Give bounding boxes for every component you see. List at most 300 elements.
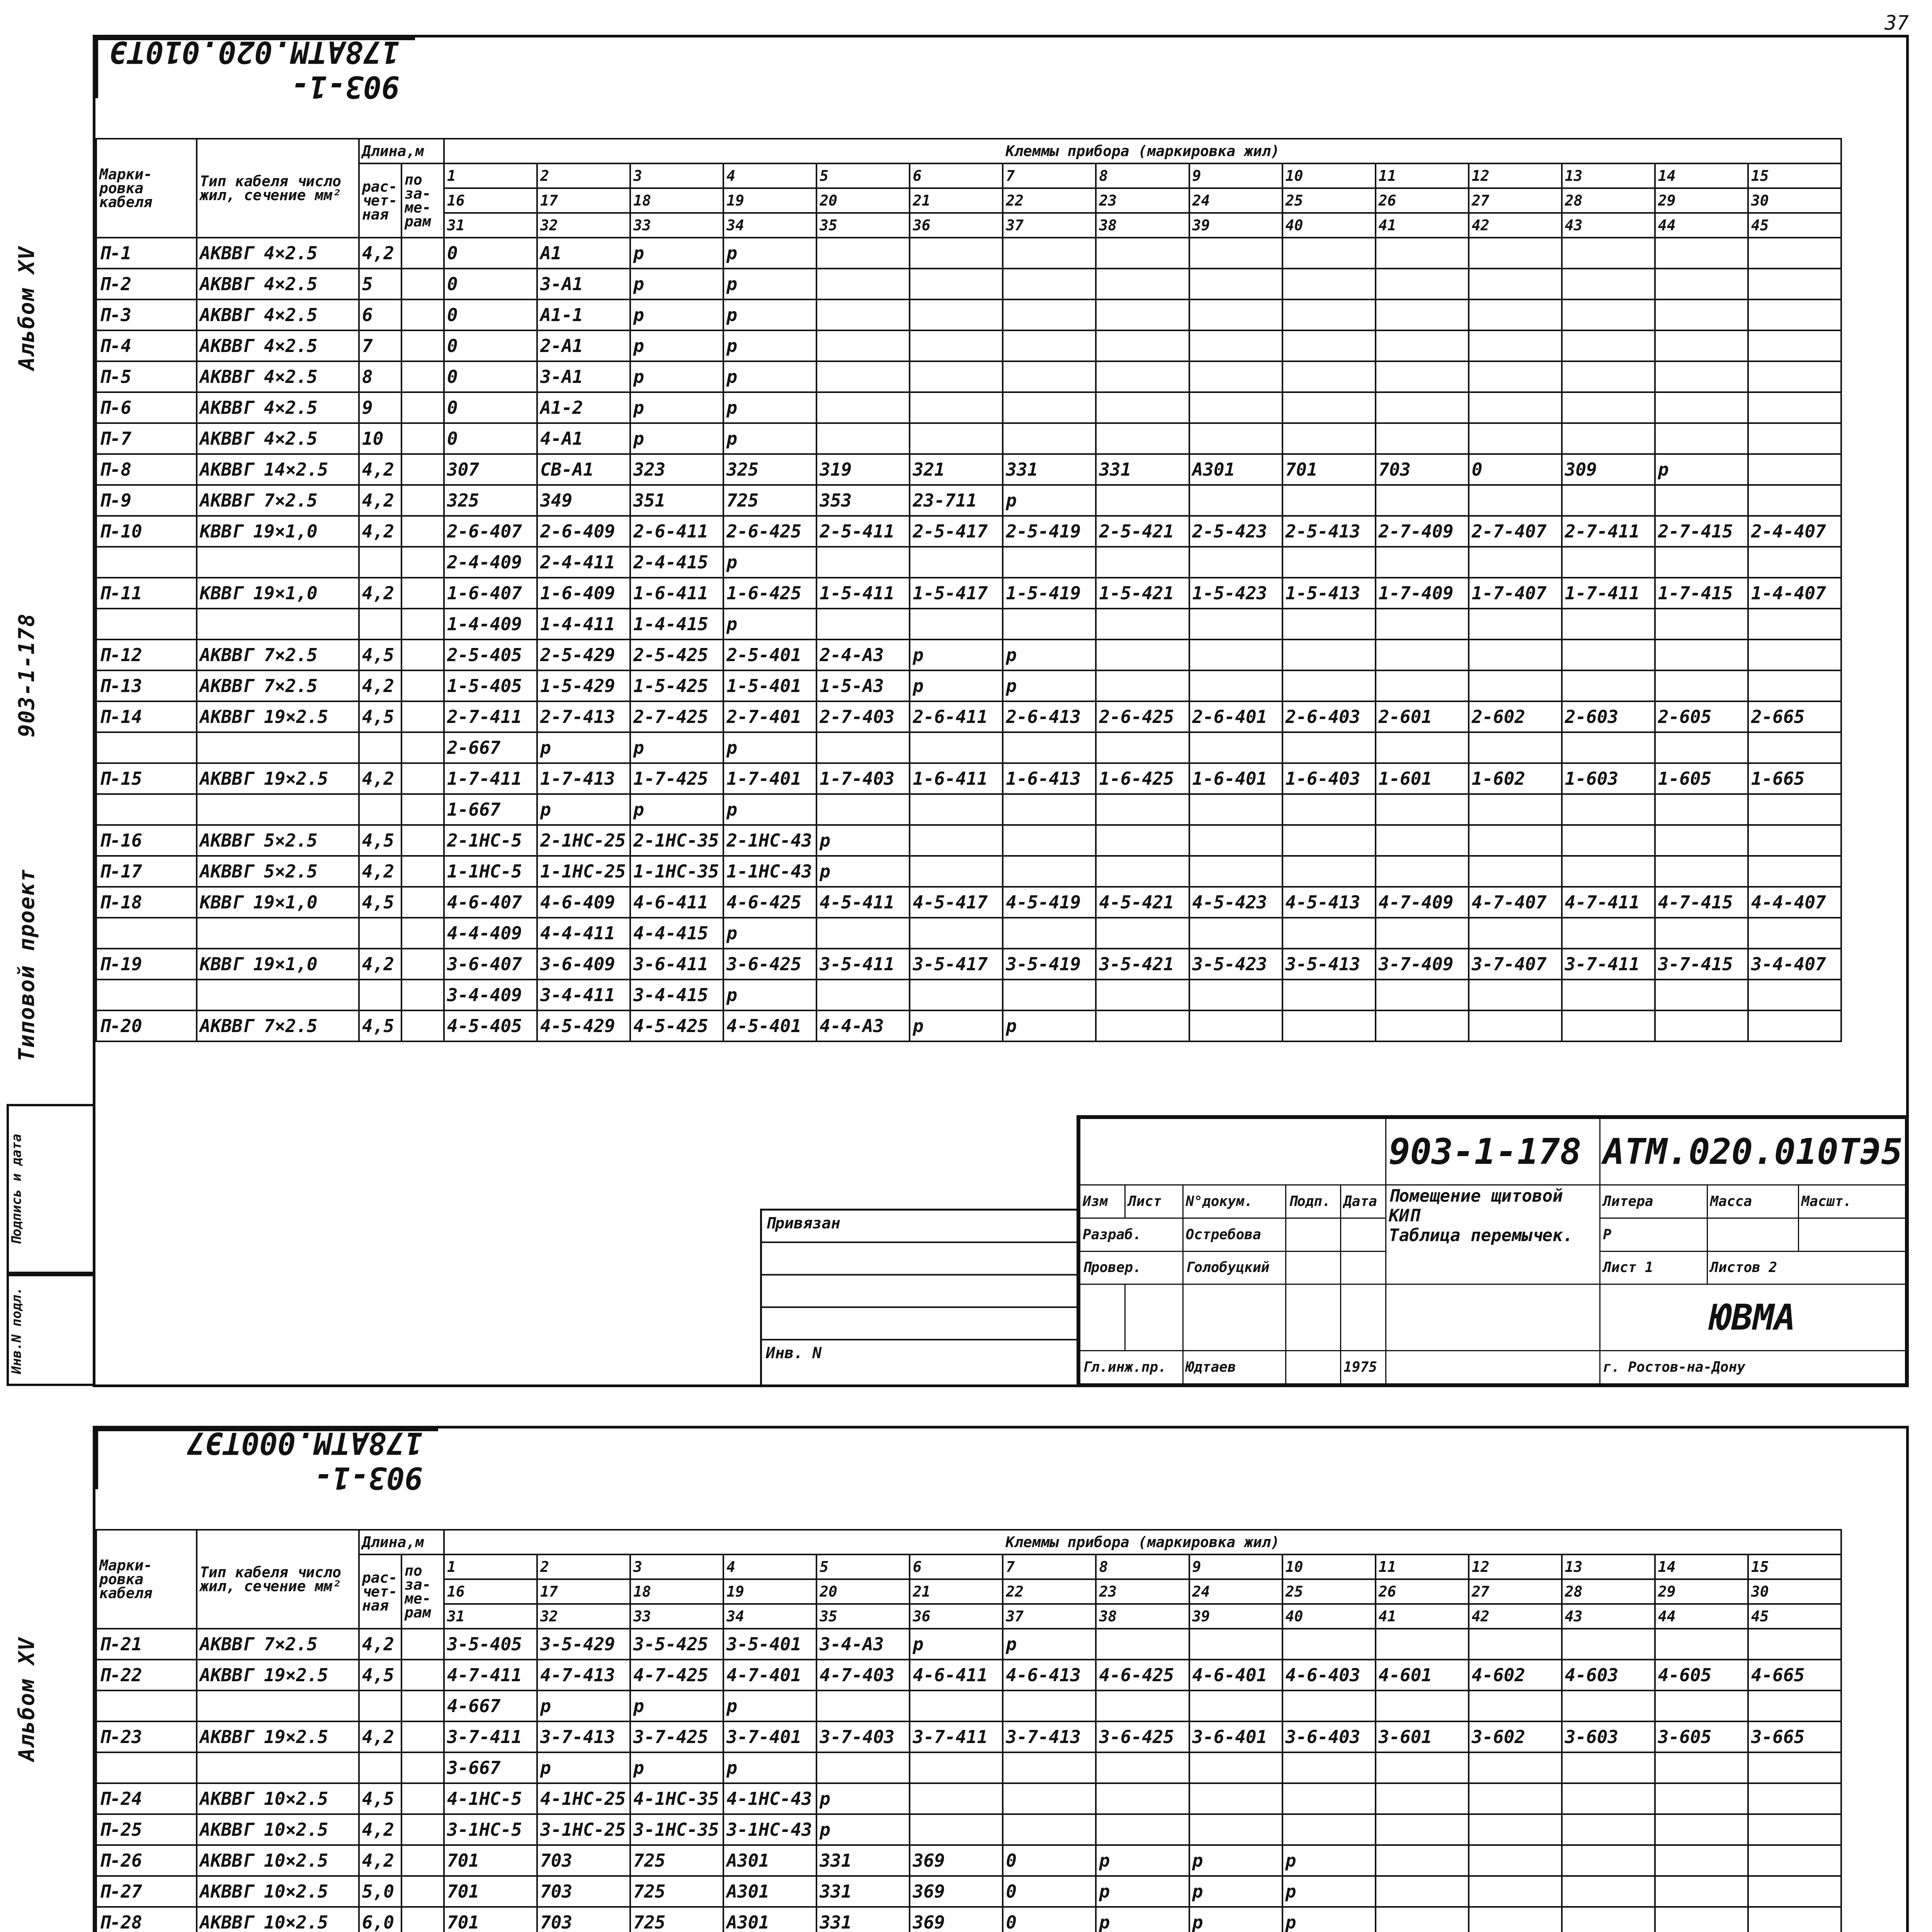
terminal-number: 32: [537, 213, 630, 238]
cell: [1655, 1629, 1748, 1660]
cell: [1469, 670, 1562, 701]
cell: [1096, 392, 1189, 423]
cell: [1469, 269, 1562, 299]
cable-length: 4,2: [359, 516, 401, 547]
cell: [1748, 1814, 1841, 1845]
cell: 2-5-423: [1189, 516, 1282, 547]
cable-mark: П-15: [96, 763, 197, 794]
cell: 4-4-411: [537, 918, 630, 949]
cable-length: 8: [359, 361, 401, 392]
table-row: [96, 1783, 1841, 1814]
cell: 3-667: [444, 1752, 537, 1783]
cell: 3-7-413: [537, 1721, 630, 1752]
terminal-number: 8: [1096, 163, 1189, 188]
terminal-number: 29: [1655, 1579, 1748, 1604]
stamp-org: ЮВМА: [1600, 1284, 1906, 1351]
cell: [1189, 1690, 1282, 1721]
cable-length: [359, 794, 401, 825]
cell: 701: [1282, 454, 1376, 485]
stamp-gip-label: Гл.инж.пр.: [1080, 1351, 1183, 1384]
cell: 4-5-413: [1282, 887, 1376, 918]
cell: [910, 423, 1003, 454]
cable-mark: П-12: [96, 639, 197, 670]
table-row: [96, 423, 1841, 454]
cell: р: [630, 1690, 723, 1721]
cell: [401, 1752, 444, 1783]
cable-length: [359, 1752, 401, 1783]
cell: 1-5-401: [723, 670, 816, 701]
cell: [401, 980, 444, 1010]
terminal-number: 12: [1469, 1554, 1562, 1579]
terminal-number: 20: [816, 188, 910, 213]
cable-type: КВВГ 19×1,0: [197, 949, 359, 980]
terminal-number: 9: [1189, 1554, 1282, 1579]
cell: 1-4-407: [1748, 578, 1841, 609]
cell: 2-5-425: [630, 639, 723, 670]
cell: 725: [723, 485, 816, 516]
side-label-code-2: [14, 1892, 84, 1932]
cable-length: [359, 980, 401, 1010]
table-row: [96, 887, 1841, 918]
cell: 4-5-425: [630, 1010, 723, 1041]
cable-mark: [96, 918, 197, 949]
cell: 331: [816, 1876, 910, 1907]
cell: [1469, 825, 1562, 856]
cell: [1282, 918, 1376, 949]
cell: [1562, 1876, 1655, 1907]
cell: [1376, 1845, 1469, 1876]
cell: [1748, 238, 1841, 269]
cell: [1469, 1814, 1562, 1845]
cell: 4-1НС-35: [630, 1783, 723, 1814]
cell: [1003, 392, 1096, 423]
terminal-number: 10: [1282, 1554, 1376, 1579]
cable-length: 9: [359, 392, 401, 423]
cell: 2-5-411: [816, 516, 910, 547]
cell: 3-А1: [537, 361, 630, 392]
terminal-number: 45: [1748, 213, 1841, 238]
terminal-number: 17: [537, 1579, 630, 1604]
cell: 0: [1003, 1907, 1096, 1932]
inv-label: Инв. N: [766, 1344, 822, 1362]
terminal-number: 5: [816, 1554, 910, 1579]
terminal-number: 42: [1469, 1604, 1562, 1629]
cell: [1096, 856, 1189, 887]
cell: 3-7-411: [444, 1721, 537, 1752]
cell: р: [1189, 1907, 1282, 1932]
cable-mark: П-9: [96, 485, 197, 516]
cell: [1189, 918, 1282, 949]
cell: [910, 794, 1003, 825]
jumper-table-1: [95, 138, 1842, 1042]
cell: 2-6-401: [1189, 701, 1282, 732]
terminal-number: 18: [630, 188, 723, 213]
cell: 1-665: [1748, 763, 1841, 794]
table-row: [96, 392, 1841, 423]
cell: [1469, 330, 1562, 361]
cell: [1655, 794, 1748, 825]
cell: [1748, 732, 1841, 763]
cell: 3-7-425: [630, 1721, 723, 1752]
cell: 4-6-411: [630, 887, 723, 918]
cell: [1562, 547, 1655, 578]
cable-mark: [96, 1752, 197, 1783]
cable-type: АКВВГ 10×2.5: [197, 1814, 359, 1845]
cell: 3-7-403: [816, 1721, 910, 1752]
terminal-number: 3: [630, 163, 723, 188]
cell: 4-4-409: [444, 918, 537, 949]
cell: [1096, 918, 1189, 949]
cell: [401, 1814, 444, 1845]
cell: 1-5-А3: [816, 670, 910, 701]
cell: [1376, 732, 1469, 763]
cell: [816, 794, 910, 825]
cell: [1469, 361, 1562, 392]
cell: [1282, 269, 1376, 299]
cell: 4-6-403: [1282, 1660, 1376, 1690]
cell: [1096, 825, 1189, 856]
cell: 309: [1562, 454, 1655, 485]
cell: [1096, 299, 1189, 330]
stamp-litera-value: Р: [1600, 1218, 1707, 1251]
cable-type: АКВВГ 10×2.5: [197, 1783, 359, 1814]
cell: [910, 1752, 1003, 1783]
cell: [1748, 1010, 1841, 1041]
cell: 4-7-425: [630, 1660, 723, 1690]
cell: р: [1096, 1845, 1189, 1876]
terminal-number: 15: [1748, 1554, 1841, 1579]
cell: 3-5-429: [537, 1629, 630, 1660]
cell: [1282, 1783, 1376, 1814]
cable-length: 4,2: [359, 1814, 401, 1845]
cell: [401, 1660, 444, 1690]
cell: А301: [723, 1876, 816, 1907]
cell: р: [630, 423, 723, 454]
terminal-number: 27: [1469, 188, 1562, 213]
cell: [1748, 825, 1841, 856]
table-row: [96, 609, 1841, 639]
cell: 703: [537, 1845, 630, 1876]
cell: [1655, 330, 1748, 361]
cell: [1003, 918, 1096, 949]
cable-length: 5: [359, 269, 401, 299]
cell: 3-5-411: [816, 949, 910, 980]
cable-type: АКВВГ 10×2.5: [197, 1907, 359, 1932]
cell: [1189, 238, 1282, 269]
terminal-number: 44: [1655, 1604, 1748, 1629]
cell: 3-5-413: [1282, 949, 1376, 980]
terminal-number: 38: [1096, 213, 1189, 238]
cell: [1469, 609, 1562, 639]
table-row: [96, 1907, 1841, 1932]
cell: [1282, 1629, 1376, 1660]
cell: 1-7-403: [816, 763, 910, 794]
cell: р: [1189, 1876, 1282, 1907]
cell: р: [910, 670, 1003, 701]
cell: 1-1НС-5: [444, 856, 537, 887]
cell: 331: [1096, 454, 1189, 485]
cell: [1376, 1876, 1469, 1907]
cell: [1376, 299, 1469, 330]
cell: 3-5-423: [1189, 949, 1282, 980]
cell: 4-1НС-43: [723, 1783, 816, 1814]
cell: р: [537, 794, 630, 825]
cable-type: [197, 609, 359, 639]
cell: [401, 578, 444, 609]
cable-length: 4,5: [359, 701, 401, 732]
cell: 3-1НС-35: [630, 1814, 723, 1845]
cell: 3-7-401: [723, 1721, 816, 1752]
cell: 701: [444, 1845, 537, 1876]
cell: 1-4-411: [537, 609, 630, 639]
cell: [1003, 609, 1096, 639]
cell: [1562, 1783, 1655, 1814]
cable-type: АКВВГ 4×2.5: [197, 269, 359, 299]
cell: 4-7-407: [1469, 887, 1562, 918]
cell: [401, 1690, 444, 1721]
cell: 725: [630, 1845, 723, 1876]
cell: [910, 392, 1003, 423]
header-length: Длина,м: [359, 139, 444, 163]
cable-type: АКВВГ 19×2.5: [197, 701, 359, 732]
cell: 3-7-411: [910, 1721, 1003, 1752]
cable-mark: П-16: [96, 825, 197, 856]
cell: 2-4-411: [537, 547, 630, 578]
terminal-number: 35: [816, 1604, 910, 1629]
cell: [1655, 1845, 1748, 1876]
terminal-number: 8: [1096, 1554, 1189, 1579]
cell: [910, 330, 1003, 361]
cell: 321: [910, 454, 1003, 485]
terminal-number: 34: [723, 213, 816, 238]
cell: 2-1НС-43: [723, 825, 816, 856]
cell: 4-5-429: [537, 1010, 630, 1041]
cell: [1655, 485, 1748, 516]
cell: [1748, 1752, 1841, 1783]
cell: [1655, 856, 1748, 887]
table-row: [96, 732, 1841, 763]
terminal-number: 2: [537, 163, 630, 188]
cell: [1189, 670, 1282, 701]
cell: [1469, 1876, 1562, 1907]
cell: 1-1НС-43: [723, 856, 816, 887]
terminal-number: 26: [1376, 1579, 1469, 1604]
cable-mark: П-6: [96, 392, 197, 423]
cell: [401, 763, 444, 794]
terminal-number: 33: [630, 213, 723, 238]
cell: [1748, 269, 1841, 299]
cable-length: [359, 547, 401, 578]
cell: 1-6-401: [1189, 763, 1282, 794]
cable-type: [197, 732, 359, 763]
cell: [1655, 918, 1748, 949]
cell: [1469, 299, 1562, 330]
cell: [1562, 1690, 1655, 1721]
cell: 4-5-401: [723, 1010, 816, 1041]
cell: [401, 238, 444, 269]
cell: [1003, 1783, 1096, 1814]
cell: [1003, 299, 1096, 330]
cell: 2-5-413: [1282, 516, 1376, 547]
cable-type: АКВВГ 19×2.5: [197, 763, 359, 794]
cell: 1-6-425: [1096, 763, 1189, 794]
cell: 2-667: [444, 732, 537, 763]
cable-length: 4,2: [359, 670, 401, 701]
cell: 4-7-409: [1376, 887, 1469, 918]
cell: [1562, 361, 1655, 392]
cell: 4-667: [444, 1690, 537, 1721]
cell: [1655, 1907, 1748, 1932]
side-label-album: Альбом XV: [14, 246, 39, 370]
cell: [1096, 361, 1189, 392]
stamp-col-list: Лист: [1125, 1185, 1183, 1218]
cell: [1096, 980, 1189, 1010]
cell: 1-1НС-35: [630, 856, 723, 887]
cell: [1748, 980, 1841, 1010]
cell: [816, 609, 910, 639]
cell: 4-4-407: [1748, 887, 1841, 918]
cell: [1562, 732, 1655, 763]
side-label-code: 903-1-178: [14, 613, 39, 737]
cell: [1562, 825, 1655, 856]
cell: 351: [630, 485, 723, 516]
cell: [1748, 299, 1841, 330]
cell: [1003, 361, 1096, 392]
cell: р: [1282, 1876, 1376, 1907]
cable-length: 7: [359, 330, 401, 361]
terminal-number: 40: [1282, 1604, 1376, 1629]
cable-mark: П-7: [96, 423, 197, 454]
cable-mark: [96, 1690, 197, 1721]
cell: [401, 330, 444, 361]
cell: [1189, 825, 1282, 856]
stamp-gip-name: Юдтаев: [1183, 1351, 1286, 1384]
cell: [910, 980, 1003, 1010]
cell: р: [630, 361, 723, 392]
cell: [1562, 1010, 1655, 1041]
header-mark: Марки-ровка кабеля: [96, 139, 197, 238]
cell: р: [723, 238, 816, 269]
cell: 1-4-415: [630, 609, 723, 639]
cell: [1376, 639, 1469, 670]
cable-type: АКВВГ 7×2.5: [197, 1629, 359, 1660]
cell: [1282, 670, 1376, 701]
terminal-number: 45: [1748, 1604, 1841, 1629]
terminal-number: 13: [1562, 1554, 1655, 1579]
stamp-col-doc: N°докум.: [1183, 1185, 1286, 1218]
cell: 1-1НС-25: [537, 856, 630, 887]
cell: [1748, 639, 1841, 670]
cell: [1376, 238, 1469, 269]
cell: [401, 1845, 444, 1876]
cell: [1469, 732, 1562, 763]
cell: [1003, 856, 1096, 887]
cable-length: 4,2: [359, 1629, 401, 1660]
cell: [1096, 1010, 1189, 1041]
cell: 2-1НС-5: [444, 825, 537, 856]
cell: 2-5-429: [537, 639, 630, 670]
cell: р: [630, 238, 723, 269]
side-label-project: Типовой проект: [14, 868, 39, 1062]
cell: [401, 299, 444, 330]
table-row: [96, 238, 1841, 269]
terminal-number: 31: [444, 1604, 537, 1629]
cell: р: [537, 1752, 630, 1783]
cell: 2-5-417: [910, 516, 1003, 547]
cable-mark: П-20: [96, 1010, 197, 1041]
cell: р: [630, 269, 723, 299]
stamp-year: 1975: [1341, 1351, 1386, 1384]
stamp-code-left: 903-1-178: [1386, 1119, 1600, 1185]
cell: 0: [444, 361, 537, 392]
cell: [1562, 609, 1655, 639]
cell: [401, 1010, 444, 1041]
cell: 2-6-411: [630, 516, 723, 547]
cable-length: 6,0: [359, 1907, 401, 1932]
cell: 3-602: [1469, 1721, 1562, 1752]
cell: р: [723, 980, 816, 1010]
cell: р: [1655, 454, 1748, 485]
stamp-col-izm: Изм: [1080, 1185, 1125, 1218]
cell: [1282, 330, 1376, 361]
terminal-number: 40: [1282, 213, 1376, 238]
cable-length: 4,5: [359, 1660, 401, 1690]
cell: 1-6-413: [1003, 763, 1096, 794]
cell: 3-6-411: [630, 949, 723, 980]
cell: 3-5-401: [723, 1629, 816, 1660]
cell: р: [723, 609, 816, 639]
cell: 3-6-425: [723, 949, 816, 980]
cable-type: [197, 980, 359, 1010]
cell: 1-7-413: [537, 763, 630, 794]
header-len-calc: рас-чет-ная: [359, 1554, 401, 1629]
cell: [1376, 361, 1469, 392]
cell: [401, 825, 444, 856]
cell: [1189, 330, 1282, 361]
terminal-number: 14: [1655, 163, 1748, 188]
cell: [1469, 485, 1562, 516]
cable-mark: [96, 732, 197, 763]
table-row: [96, 1721, 1841, 1752]
table-row: [96, 856, 1841, 887]
cell: [910, 269, 1003, 299]
header-type: Тип кабеля число жил, сечение мм²: [197, 1530, 359, 1629]
cell: 0: [1003, 1876, 1096, 1907]
cell: [1562, 330, 1655, 361]
cell: [1469, 980, 1562, 1010]
cable-type: АКВВГ 7×2.5: [197, 1010, 359, 1041]
cell: [1376, 1752, 1469, 1783]
cell: [1655, 423, 1748, 454]
cell: 3-7-411: [1562, 949, 1655, 980]
cable-mark: П-5: [96, 361, 197, 392]
cell: 2-605: [1655, 701, 1748, 732]
table-row: [96, 547, 1841, 578]
cell: 3-6-401: [1189, 1721, 1282, 1752]
terminal-number: 43: [1562, 1604, 1655, 1629]
cell: [910, 299, 1003, 330]
cable-type: [197, 1690, 359, 1721]
cell: [1189, 609, 1282, 639]
cable-type: АКВВГ 4×2.5: [197, 330, 359, 361]
table-row: [96, 1752, 1841, 1783]
cell: 2-4-409: [444, 547, 537, 578]
cell: р: [910, 639, 1003, 670]
cell: [1655, 361, 1748, 392]
cell: [1469, 1845, 1562, 1876]
cell: [910, 732, 1003, 763]
terminal-number: 1: [444, 163, 537, 188]
